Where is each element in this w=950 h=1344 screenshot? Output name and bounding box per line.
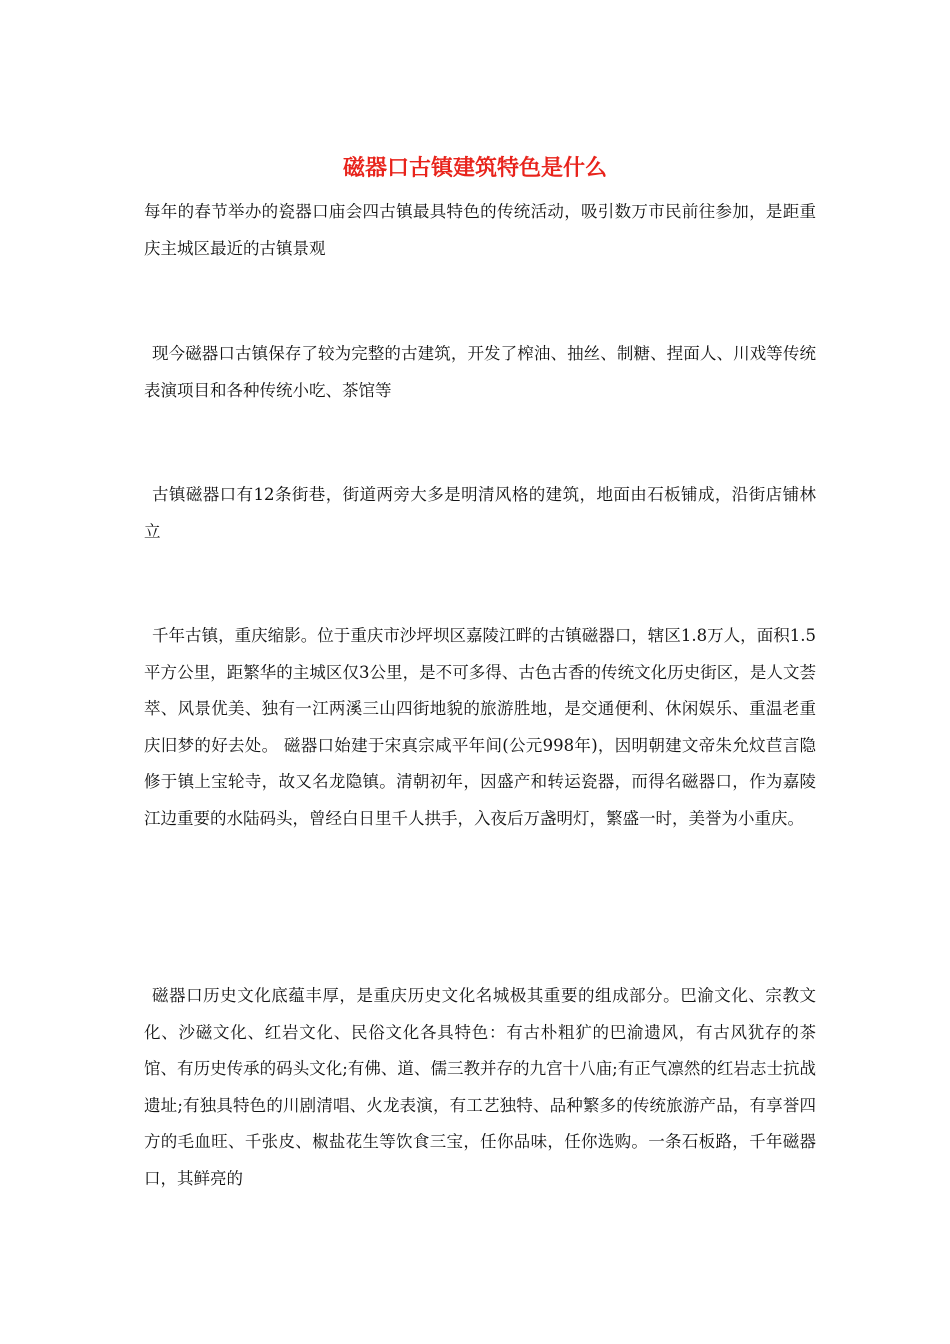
- paragraph-ancient-buildings: 现今磁器口古镇保存了较为完整的古建筑，开发了榨油、抽丝、制糖、捏面人、川戏等传统表演项目和各种传统小吃、茶馆等: [144, 344, 816, 400]
- paragraph-history: 千年古镇，重庆缩影。位于重庆市沙坪坝区嘉陵江畔的古镇磁器口，辖区1.8万人，面积1.5平方公里，距繁华的主城区仅3公里，是不可多得、古色古香的传统文化历史街区，是人文荟萃、风景优美、独有一江两溪三山四街地貌的旅游胜地，是交通便利、休闲娱乐、重温老重庆旧梦的好去处。 磁器口始建于宋真宗咸平年间(公元998年)，因明朝建文帝朱允炆苣言隐修于镇上宝轮寺，故又名龙隐镇。清朝初年，因盛产和转运瓷器，而得名磁器口，作为嘉陵江边重要的水陆码头，曾经白日里千人拱手，入夜后万盏明灯，繁盛一时，美誉为小重庆。: [144, 626, 816, 828]
- paragraph-spring-festival: 每年的春节举办的瓷器口庙会四古镇最具特色的传统活动，吸引数万市民前往参加，是距重庆主城区最近的古镇景观: [144, 202, 816, 258]
- paragraph-streets: 古镇磁器口有12条街巷，街道两旁大多是明清风格的建筑，地面由石板铺成，沿街店铺林立: [144, 485, 816, 541]
- document-title: 磁器口古镇建筑特色是什么: [342, 155, 607, 181]
- paragraph-culture: 磁器口历史文化底蕴丰厚，是重庆历史文化名城极其重要的组成部分。巴渝文化、宗教文化、沙磁文化、红岩文化、民俗文化各具特色：有古朴粗犷的巴渝遗风，有古风犹存的茶馆、有历史传承的码头文化;有佛、道、儒三教并存的九宫十八庙;有正气凛然的红岩志士抗战遗址;有独具特色的川剧清唱、火龙表演，有工艺独特、品种繁多的传统旅游产品，有享誉四方的毛血旺、千张皮、椒盐花生等饮食三宝，任你品味，任你选购。一条石板路，千年磁器口，其鲜亮的: [144, 986, 816, 1188]
